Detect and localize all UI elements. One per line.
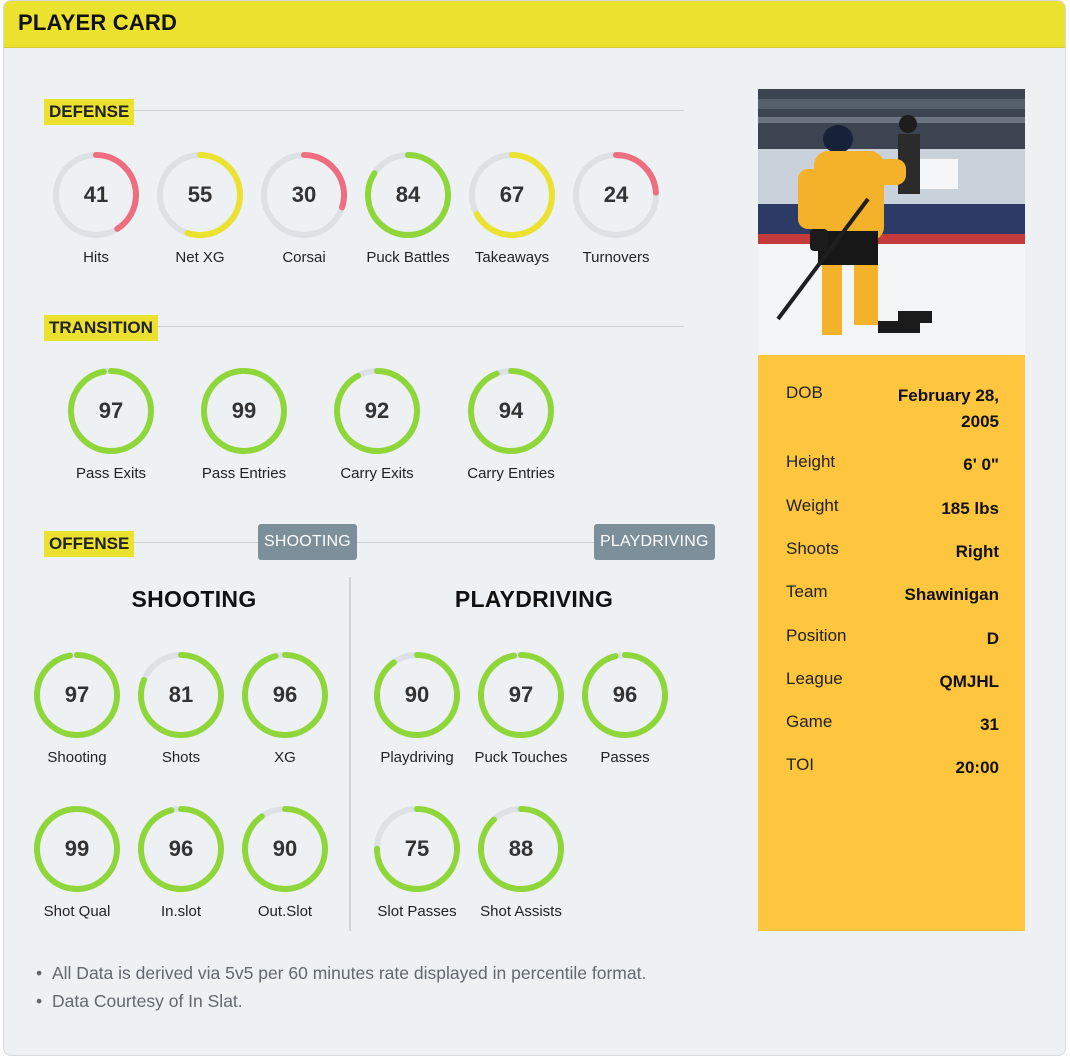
metric-label: Carry Entries [467,465,555,482]
metric-label: Pass Entries [201,465,287,482]
metric-label: Shot Qual [43,903,111,920]
info-value: D [986,629,999,648]
info-value: 20:00 [955,758,999,777]
metric-value: 90 [272,836,298,861]
metric-value: 41 [83,182,109,207]
playdriving-title: PLAYDRIVING [454,586,614,612]
metric-value: 55 [187,182,213,207]
info-value: 185 lbs [941,499,999,518]
metric-value: 96 [272,682,298,707]
metric-label: Passes [600,749,650,766]
metric-label: Playdriving [380,749,454,766]
info-value: Right [955,542,999,561]
metric-label: Out.Slot [257,903,313,920]
metric-carry-entries [456,367,566,487]
player-info-panel [758,355,1025,931]
metric-value: 97 [64,682,90,707]
metric-label: Shooting [47,749,107,766]
metric-value: 99 [64,836,90,861]
metric-label: Takeaways [474,249,550,266]
player-photo-image [758,89,1025,355]
defense-tag: DEFENSE [44,99,134,125]
info-value: February 28, 2005 [897,386,999,431]
metric-value: 75 [404,836,430,861]
offense-tag: OFFENSE [44,531,134,557]
transition-tag: TRANSITION [44,315,158,341]
metric-value: 90 [404,682,430,707]
metric-label: Slot Passes [377,903,457,920]
metric-pass-entries [189,367,299,487]
info-key: Game [786,712,833,731]
metric-value: 97 [508,682,534,707]
info-key: Height [786,452,836,471]
metric-value: 88 [508,836,534,861]
metric-carry-exits [322,367,432,487]
metric-turnovers [561,151,671,271]
metric-pass-exits [56,367,166,487]
info-key: Weight [786,496,839,515]
metric-out-slot [230,805,340,925]
metric-value: 30 [291,182,317,207]
metric-label: Pass Exits [75,465,147,482]
metric-value: 96 [168,836,194,861]
footnote-item: • Data Courtesy of In Slat. [34,987,646,1015]
info-value: QMJHL [939,672,999,691]
metric-label: In.slot [160,903,202,920]
metric-label: Corsai [282,249,326,266]
info-key: TOI [786,755,815,774]
metric-label: Turnovers [582,249,650,266]
info-key: DOB [786,383,823,402]
metric-label: Puck Touches [474,749,568,766]
metric-value: 92 [364,398,390,423]
info-key: Shoots [786,539,839,558]
metric-label: Carry Exits [340,465,414,482]
defense-divider [44,110,684,111]
metric-label: Net XG [175,249,225,266]
info-value: 31 [980,715,999,734]
metric-shot-assists [466,805,576,925]
footnotes [34,959,646,1015]
metric-label: Puck Battles [366,249,450,266]
metric-value: 81 [168,682,194,707]
card-header [4,1,1065,48]
shooting-title: SHOOTING [131,586,257,612]
metric-value: 24 [603,182,629,207]
metric-value: 96 [612,682,638,707]
metric-xg [230,651,340,771]
player-photo [758,89,1025,355]
metric-label: XG [274,749,296,766]
shooting-toggle-button[interactable]: SHOOTING [258,524,357,560]
metric-value: 94 [498,398,524,423]
metric-passes [570,651,680,771]
footnote-item: • All Data is derived via 5v5 per 60 minutes rate displayed in percentile format. [34,959,646,987]
player-card [3,0,1066,1056]
playdriving-toggle-button[interactable]: PLAYDRIVING [594,524,715,560]
info-row-dob [786,383,999,435]
info-key: League [786,669,843,688]
metric-label: Shot Assists [480,903,562,920]
card-title: PLAYER CARD [18,10,178,35]
info-value: Shawinigan [904,585,999,604]
metric-value: 99 [231,398,257,423]
info-key: Position [786,626,847,645]
info-value: 6' 0" [963,455,999,474]
metric-value: 84 [395,182,421,207]
metric-value: 67 [499,182,525,207]
metric-value: 97 [98,398,124,423]
metric-label: Hits [83,249,109,266]
info-key: Team [786,582,828,601]
metric-label: Shots [161,749,201,766]
